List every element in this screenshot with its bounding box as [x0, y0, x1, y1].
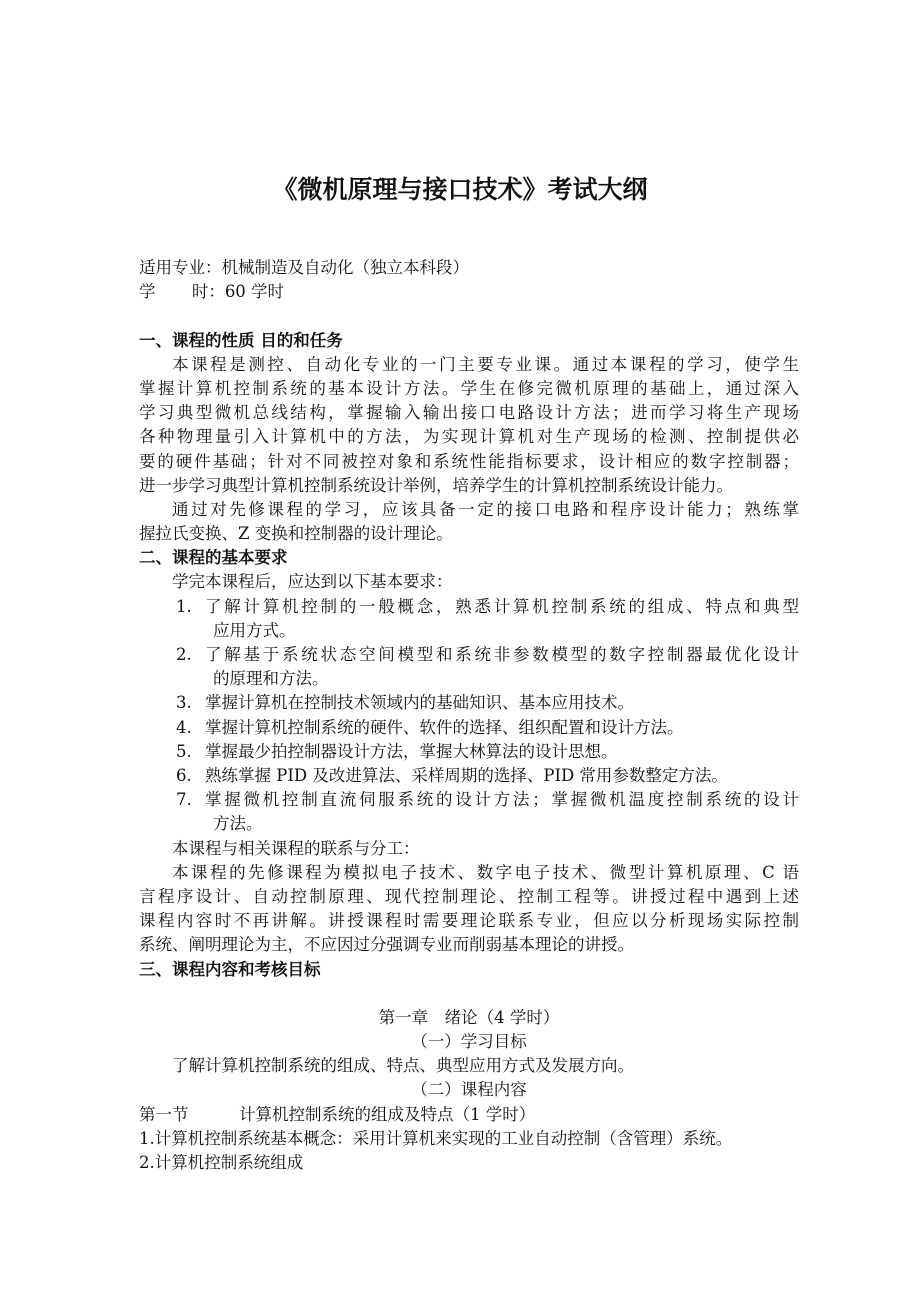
section-label: 第一节 — [139, 1104, 189, 1124]
applicable-major — [139, 256, 799, 280]
spacer — [139, 982, 799, 1006]
hours-label-a: 学 — [139, 282, 192, 302]
item-text-continued: 方法。 — [213, 814, 263, 834]
paragraph-line: 握拉氏变换、Z 变换和控制器的设计理论。 — [139, 524, 453, 544]
paragraph-line: 通过对先修课程的学习，应该具备一定的接口电路和程序设计能力；熟练掌 — [172, 499, 799, 519]
paragraph-line: 言程序设计、自动控制原理、现代控制理论、控制工程等。讲授过程中遇到上述 — [139, 886, 799, 906]
requirement-item-7 — [139, 788, 799, 836]
item-number: 6. — [176, 765, 192, 785]
section-heading-3: 三、课程内容和考核目标 — [139, 959, 321, 979]
item-text: 掌握计算机控制系统的硬件、软件的选择、组织配置和设计方法。 — [205, 717, 684, 737]
item-number: 7. — [176, 790, 192, 810]
item-text: 掌握计算机在控制技术领域内的基础知识、基本应用技术。 — [205, 693, 634, 713]
item-number: 2. — [176, 645, 192, 664]
major-value: 机械制造及自动化（独立本科段） — [221, 258, 469, 277]
paragraph-line: 进一步学习典型计算机控制系统设计举例，培养学生的计算机控制系统设计能力。 — [139, 475, 733, 495]
section-heading-2: 二、课程的基本要求 — [139, 548, 288, 568]
item-number: 3. — [176, 693, 192, 713]
requirement-item-2 — [139, 643, 799, 691]
item-text-continued: 应用方式。 — [213, 620, 296, 640]
requirement-item-6 — [139, 764, 799, 788]
paragraph-line: 要的硬件基础；针对不同被控对象和系统性能指标要求，设计相应的数字控制器； — [139, 451, 799, 471]
item-text: 掌握微机控制直流伺服系统的设计方法；掌握微机温度控制系统的设计 — [205, 790, 799, 810]
document-title: 《微机原理与接口技术》考试大纲 — [272, 175, 648, 204]
item-text: 掌握最少拍控制器设计方法，掌握大林算法的设计思想。 — [205, 741, 618, 761]
requirement-item-3 — [139, 691, 799, 715]
major-label: 适用专业： — [139, 258, 222, 277]
paragraph-line: 课程内容时不再讲解。讲授课程时需要理论联系专业，但应以分析现场实际控制 — [139, 911, 799, 931]
content-item-2: 2.计算机控制系统组成 — [139, 1153, 304, 1172]
paragraph-line: 掌握计算机控制系统的基本设计方法。学生在修完微机原理的基础上，通过深入 — [139, 378, 799, 398]
content-item-1: 1.计算机控制系统基本概念：采用计算机来实现的工业自动控制（含管理）系统。 — [139, 1128, 733, 1148]
item-number: 5. — [176, 741, 192, 761]
hours-value: 60 学时 — [224, 282, 285, 302]
relation-intro: 本课程与相关课程的联系与分工： — [172, 838, 420, 858]
requirements-intro: 学完本课程后，应达到以下基本要求： — [172, 572, 453, 592]
item-text: 熟练掌握 PID 及改进算法、采样周期的选择、PID 常用参数整定方法。 — [205, 765, 728, 785]
course-hours — [139, 280, 799, 304]
requirement-item-5 — [139, 740, 799, 764]
paragraph-line: 本课程的先修课程为模拟电子技术、数字电子技术、微型计算机原理、C 语 — [172, 862, 799, 882]
paragraph-line: 系统、阐明理论为主，不应因过分强调专业而削弱基本理论的讲授。 — [139, 935, 634, 955]
subheading-learning-goal: （一）学习目标 — [411, 1032, 527, 1052]
section-title: 计算机控制系统的组成及特点（1 学时） — [239, 1104, 536, 1124]
spacer — [139, 304, 799, 328]
paragraph-line: 学习典型微机总线结构，掌握输入输出接口电路设计方法；进而学习将生产现场 — [139, 403, 799, 423]
requirement-item-4 — [139, 716, 799, 740]
subheading-course-content: （二）课程内容 — [411, 1080, 527, 1100]
section-heading-1: 一、课程的性质 目的和任务 — [139, 330, 343, 350]
item-text: 了解基于系统状态空间模型和系统非参数模型的数字控制器最优化设计 — [205, 645, 799, 664]
hours-label-b: 时： — [191, 282, 225, 302]
paragraph-line: 各种物理量引入计算机中的方法，为实现计算机对生产现场的检测、控制提供必 — [139, 427, 799, 447]
item-number: 1. — [176, 596, 192, 616]
learning-goal-text: 了解计算机控制系统的组成、特点、典型应用方式及发展方向。 — [172, 1056, 634, 1076]
paragraph-line: 本课程是测控、自动化专业的一门主要专业课。通过本课程的学习，使学生 — [172, 354, 799, 374]
section-line — [139, 1103, 799, 1127]
item-text-continued: 的原理和方法。 — [213, 669, 329, 689]
document-body — [139, 256, 799, 1175]
chapter-title: 第一章 绪论（4 学时） — [378, 1007, 560, 1027]
item-text: 了解计算机控制的一般概念，熟悉计算机控制系统的组成、特点和典型 — [205, 596, 799, 616]
item-number: 4. — [176, 717, 192, 737]
requirement-item-1 — [139, 595, 799, 643]
